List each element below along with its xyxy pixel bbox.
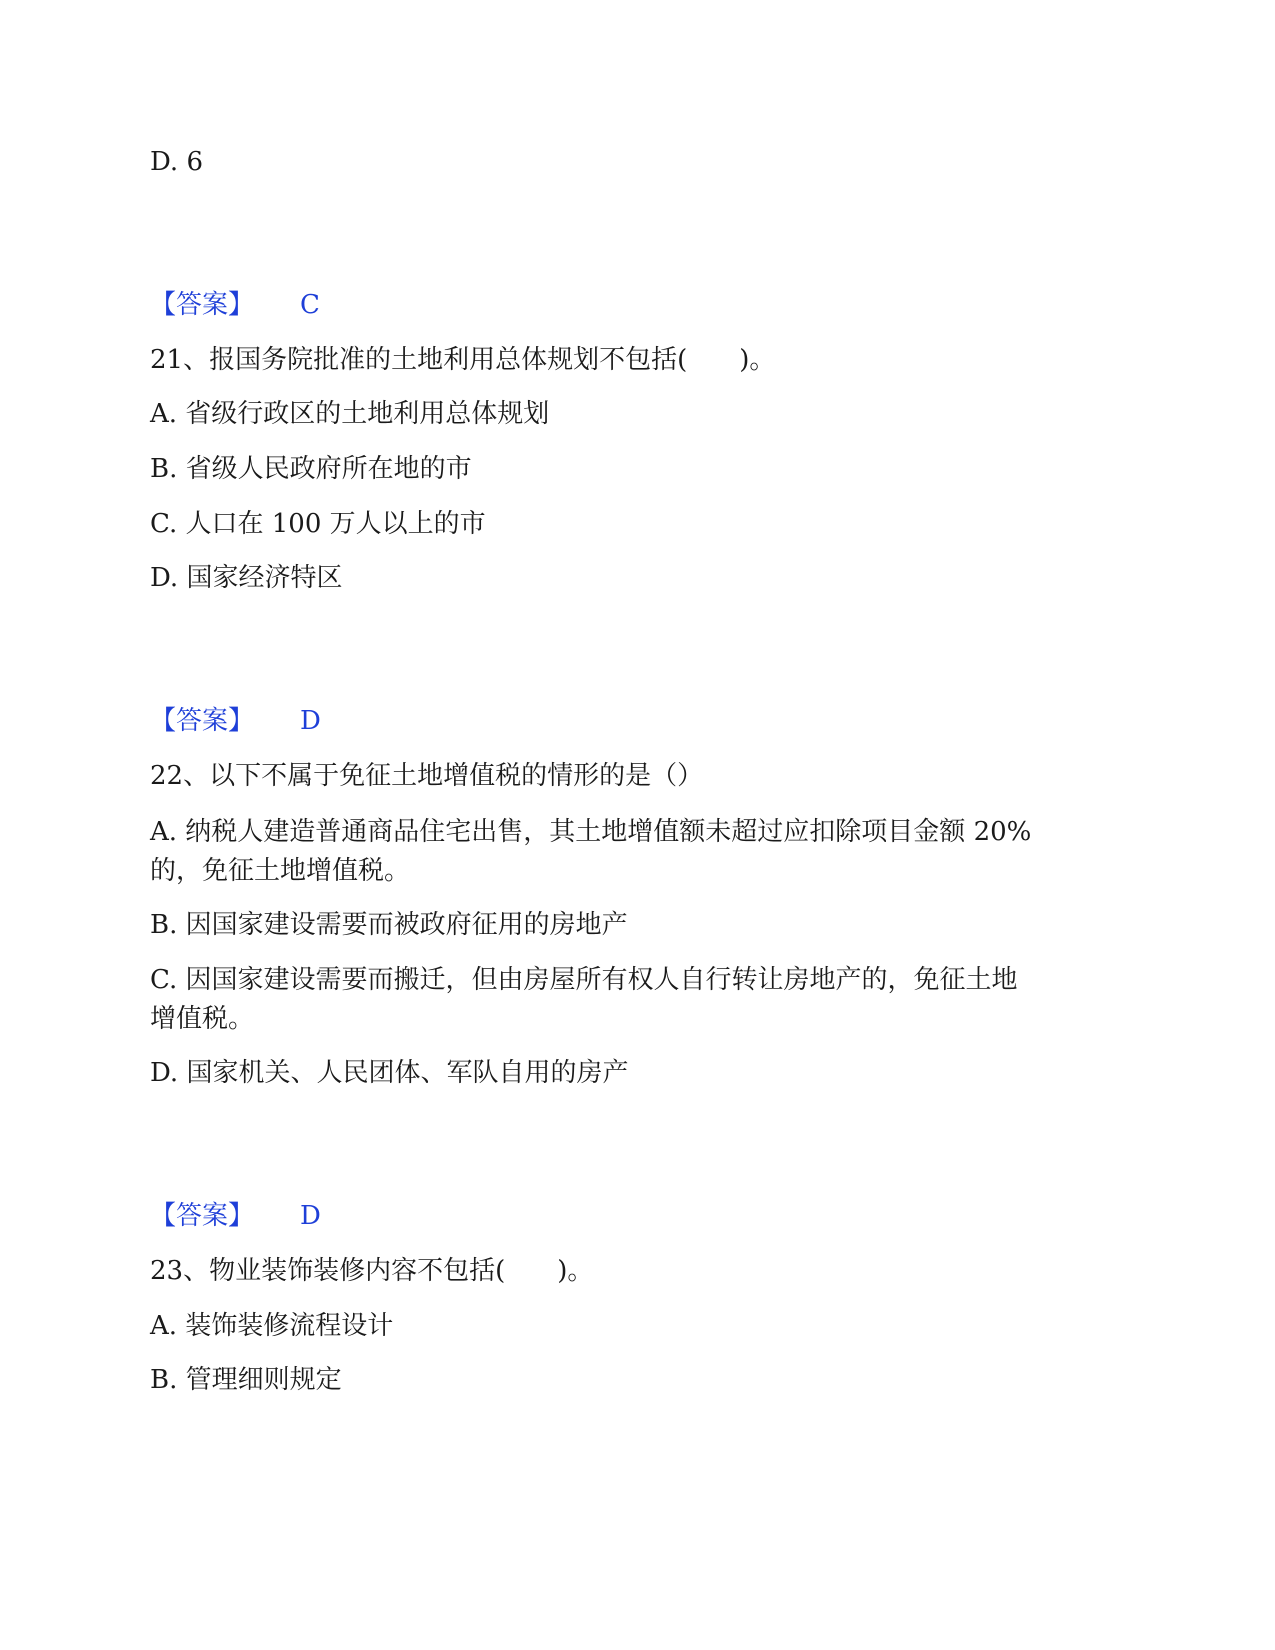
answer-label: 【答案】 — [150, 290, 255, 320]
question-22-option-a-cont: 的，免征土地增值税。 — [150, 856, 411, 886]
question-22-option-a: A. 纳税人建造普通商品住宅出售，其土地增值额未超过应扣除项目金额 20% — [150, 817, 1032, 847]
question-21-option-b: B. 省级人民政府所在地的市 — [150, 454, 472, 484]
answer-value: C — [300, 290, 320, 320]
question-23-option-b: B. 管理细则规定 — [150, 1365, 342, 1395]
question-23-option-a: A. 装饰装修流程设计 — [150, 1311, 394, 1341]
question-22-option-c: C. 因国家建设需要而搬迁，但由房屋所有权人自行转让房地产的，免征土地 — [150, 965, 1018, 995]
question-21-option-d: D. 国家经济特区 — [150, 563, 343, 593]
answer-row-20 — [150, 285, 320, 325]
question-21-option-c: C. 人口在 100 万人以上的市 — [150, 509, 486, 539]
answer-label: 【答案】 — [150, 706, 255, 736]
answer-value: D — [300, 1201, 321, 1231]
answer-row-21 — [150, 701, 321, 741]
question-22-option-c-cont: 增值税。 — [150, 1004, 255, 1034]
question-21-option-a: A. 省级行政区的土地利用总体规划 — [150, 399, 550, 429]
question-22-stem: 22、以下不属于免征土地增值税的情形的是（） — [150, 761, 704, 791]
question-22-option-d: D. 国家机关、人民团体、军队自用的房产 — [150, 1058, 629, 1088]
answer-label: 【答案】 — [150, 1201, 255, 1231]
question-21-stem: 21、报国务院批准的土地利用总体规划不包括( )。 — [150, 345, 776, 375]
answer-row-22 — [150, 1196, 321, 1236]
option-d-previous: D. 6 — [150, 147, 203, 177]
question-23-stem: 23、物业装饰装修内容不包括( )。 — [150, 1256, 594, 1286]
answer-value: D — [300, 706, 321, 736]
question-22-option-b: B. 因国家建设需要而被政府征用的房地产 — [150, 910, 628, 940]
